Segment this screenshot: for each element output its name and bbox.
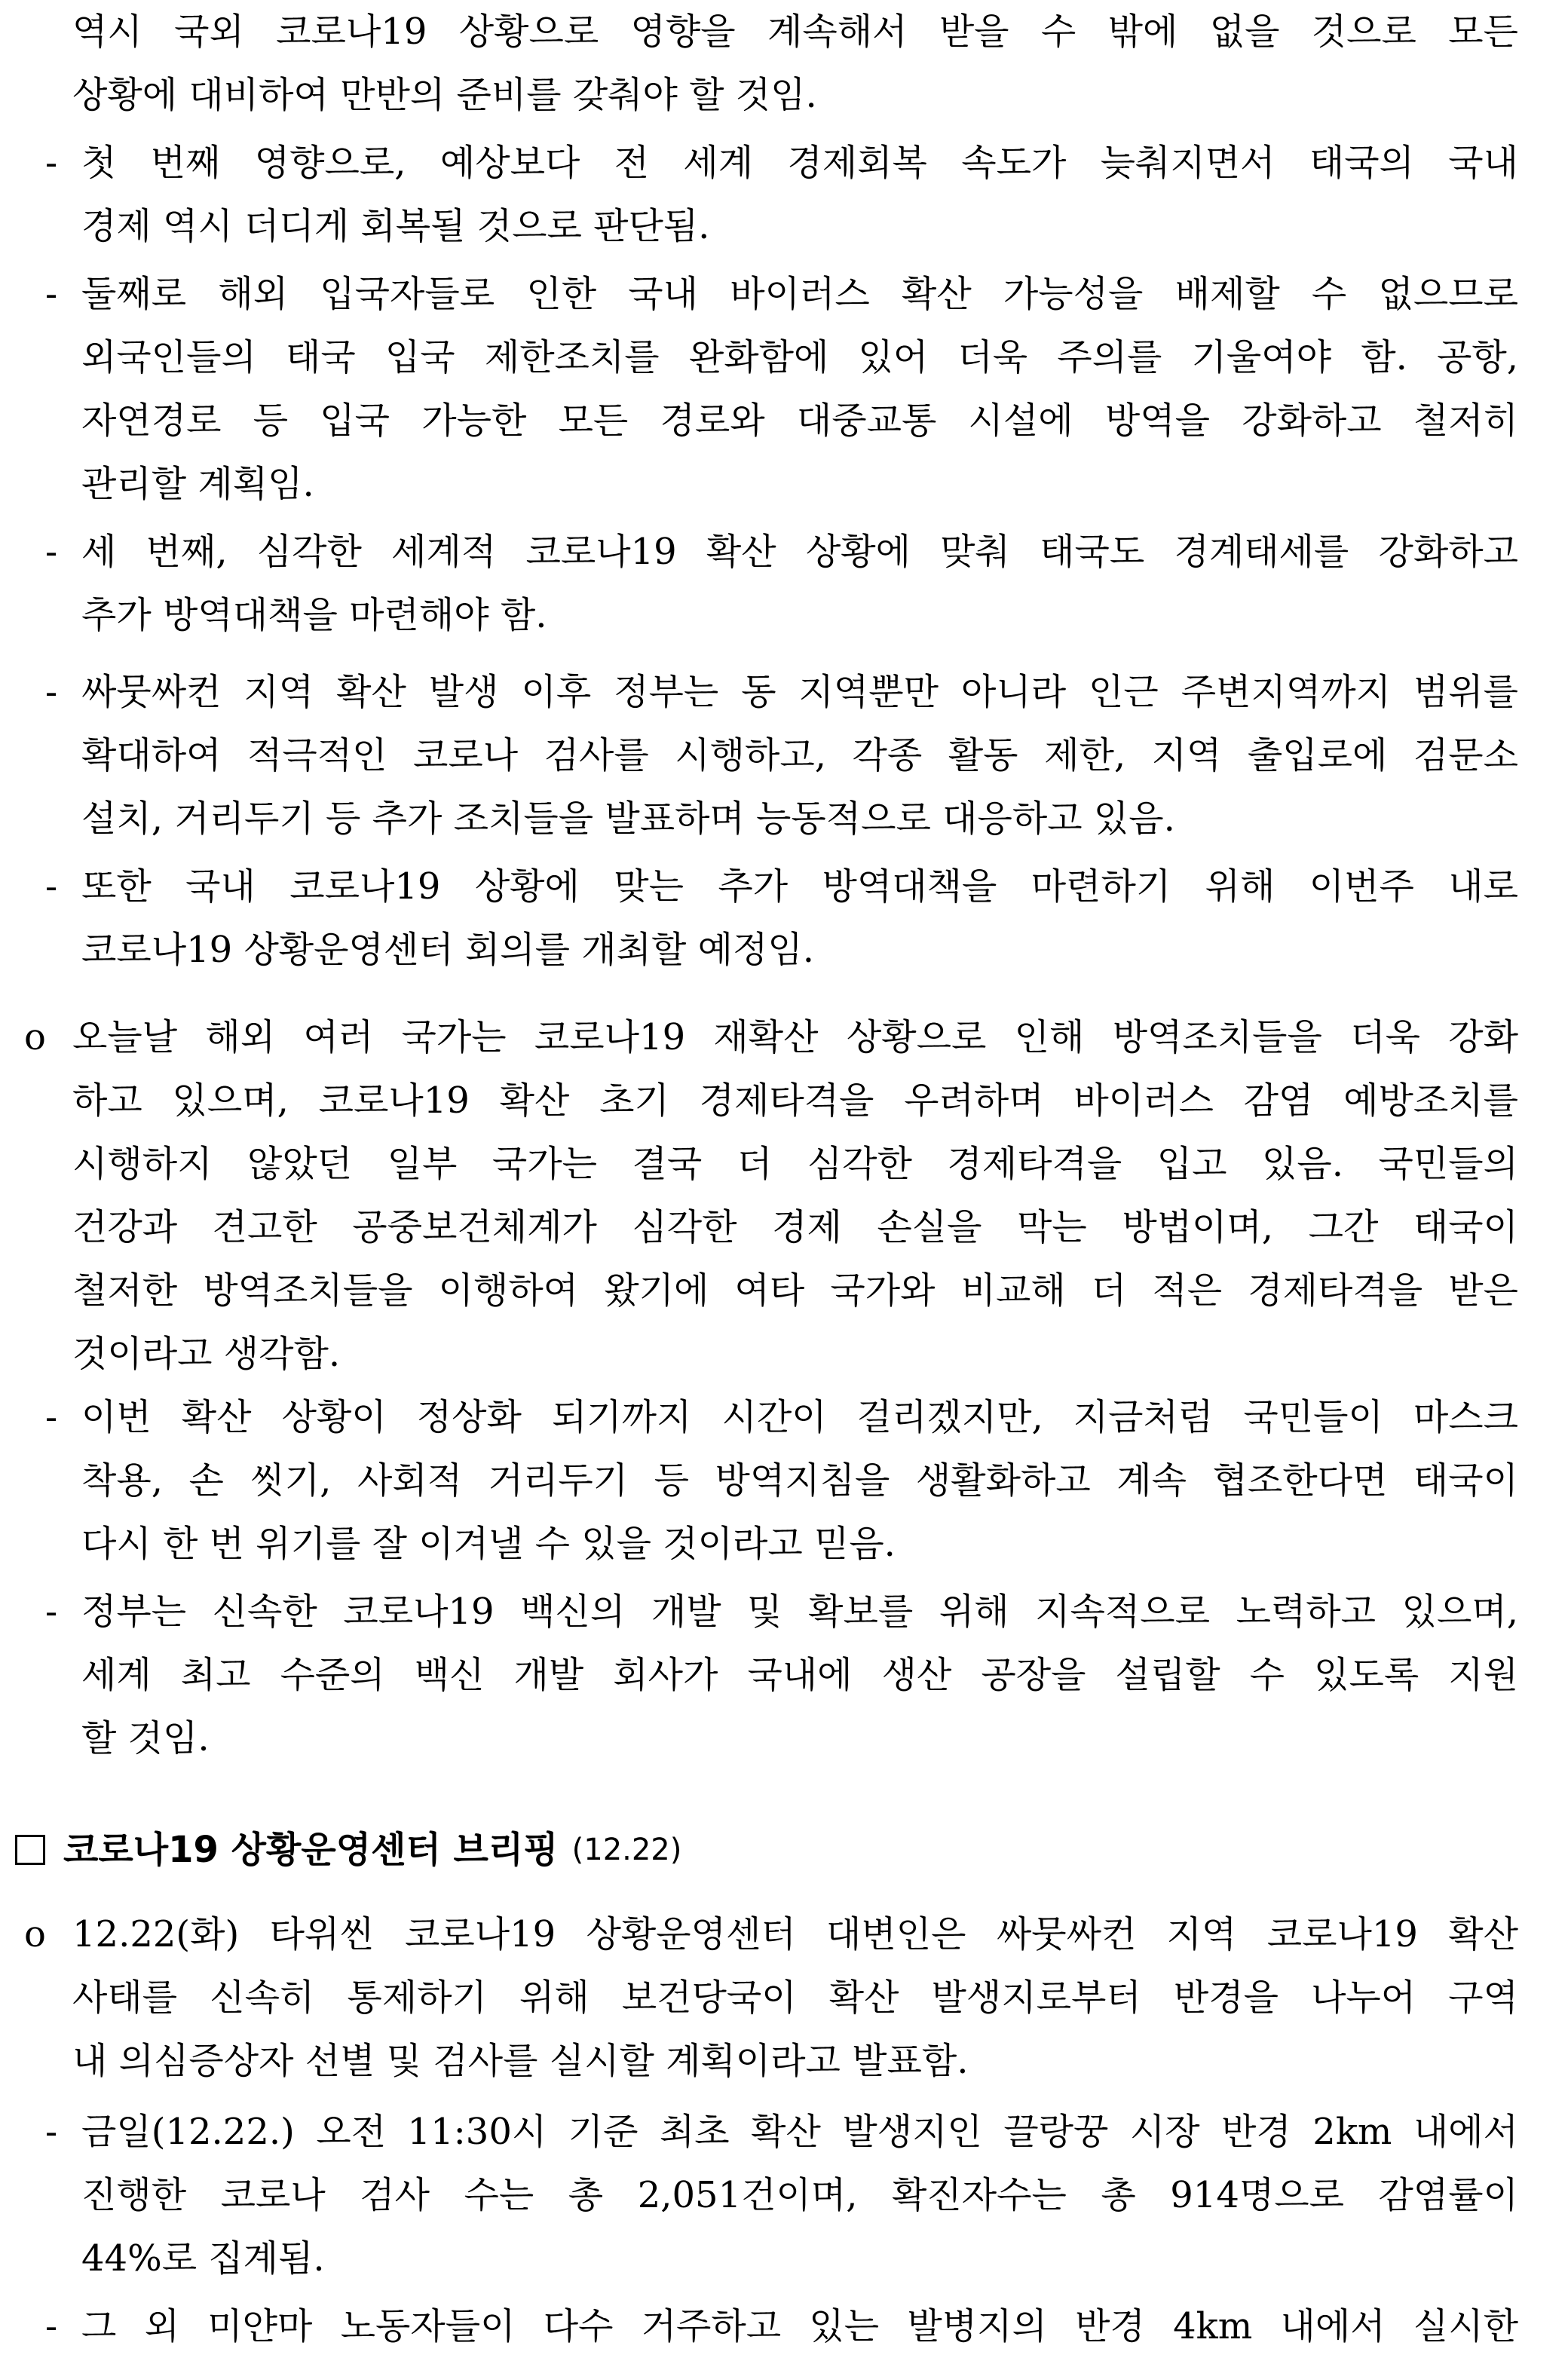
dash-item xyxy=(81,131,1518,258)
text-line: 다시 한 번 위기를 잘 이겨낼 수 있을 것이라고 믿음. xyxy=(81,1523,896,1565)
text-line: 경제 역시 더디게 회복될 것으로 판단됨. xyxy=(81,205,710,247)
dash-bullet: - xyxy=(45,273,58,315)
dash-item xyxy=(81,855,1518,981)
section-heading xyxy=(15,1818,681,1882)
circle-item xyxy=(72,1006,1518,1386)
dash-bullet: - xyxy=(45,2111,58,2153)
dash-bullet: - xyxy=(45,1396,58,1438)
dash-item xyxy=(81,2295,1518,2358)
text-line: 세 번째, 심각한 세계적 코로나19 확산 상황에 맞춰 태국도 경계태세를 강화하고 xyxy=(81,531,1518,573)
text-line: 이번 확산 상황이 정상화 되기까지 시간이 걸리겠지만, 지금처럼 국민들이 마스크 xyxy=(81,1396,1518,1438)
section-heading-text: 코로나19 상황운영센터 브리핑 xyxy=(63,1829,559,1871)
dash-item xyxy=(81,262,1518,516)
text-line: 상황에 대비하여 만반의 준비를 갖춰야 할 것임. xyxy=(72,74,817,116)
text-line: 첫 번째 영향으로, 예상보다 전 세계 경제회복 속도가 늦춰지면서 태국의 국내 xyxy=(81,142,1518,184)
circle-bullet: o xyxy=(24,1016,46,1058)
text-line: 철저한 방역조치들을 이행하여 왔기에 여타 국가와 비교해 더 적은 경제타격을 받은 xyxy=(72,1269,1518,1312)
text-line: 하고 있으며, 코로나19 확산 초기 경제타격을 우려하며 바이러스 감염 예방조치를 xyxy=(72,1079,1518,1122)
text-line: 추가 방역대책을 마련해야 함. xyxy=(81,594,547,636)
section-heading-date: (12.22) xyxy=(571,1833,682,1867)
text-line: 사태를 신속히 통제하기 위해 보건당국이 확산 발생지로부터 반경을 나누어 구역 xyxy=(72,1977,1518,2019)
text-line: 자연경로 등 입국 가능한 모든 경로와 대중교통 시설에 방역을 강화하고 철저히 xyxy=(81,400,1518,442)
dash-bullet: - xyxy=(45,142,58,184)
dash-bullet: - xyxy=(45,1591,58,1633)
dash-item xyxy=(81,2100,1518,2290)
checkbox-square-icon xyxy=(15,1835,45,1865)
text-line: 오늘날 해외 여러 국가는 코로나19 재확산 상황으로 인해 방역조치들을 더욱 강화 xyxy=(72,1016,1518,1058)
text-line: 싸뭇싸컨 지역 확산 발생 이후 정부는 동 지역뿐만 아니라 인근 주변지역까지 범위를 xyxy=(81,671,1518,713)
text-line: 44%로 집계됨. xyxy=(81,2237,325,2280)
text-line: 건강과 견고한 공중보건체계가 심각한 경제 손실을 막는 방법이며, 그간 태국이 xyxy=(72,1206,1518,1248)
text-line: 세계 최고 수준의 백신 개발 회사가 국내에 생산 공장을 설립할 수 있도록 지원 xyxy=(81,1654,1518,1696)
dash-bullet: - xyxy=(45,531,58,573)
paragraph-continuation xyxy=(72,0,1518,127)
dash-item xyxy=(81,660,1518,850)
text-line: 외국인들의 태국 입국 제한조치를 완화함에 있어 더욱 주의를 기울여야 함. 공항, xyxy=(81,336,1518,378)
text-line: 금일(12.22.) 오전 11:30시 기준 최초 확산 발생지인 끌랑꿍 시장 반경 2km 내에서 xyxy=(81,2111,1518,2153)
text-line: 착용, 손 씻기, 사회적 거리두기 등 방역지침을 생활화하고 계속 협조한다면 태국이 xyxy=(81,1459,1518,1502)
dash-item xyxy=(81,1580,1518,1770)
dash-bullet: - xyxy=(45,671,58,713)
text-line: 진행한 코로나 검사 수는 총 2,051건이며, 확진자수는 총 914명으로 감염률이 xyxy=(81,2174,1518,2216)
dash-item xyxy=(81,520,1518,647)
dash-bullet: - xyxy=(45,2305,58,2347)
circle-item xyxy=(72,1903,1518,2093)
circle-bullet: o xyxy=(24,1913,46,1955)
text-line: 코로나19 상황운영센터 회의를 개최할 예정임. xyxy=(81,929,814,971)
text-line: 관리할 계획임. xyxy=(81,463,314,505)
text-line: 할 것임. xyxy=(81,1717,210,1759)
text-line: 둘째로 해외 입국자들로 인한 국내 바이러스 확산 가능성을 배제할 수 없으므로 xyxy=(81,273,1518,315)
text-line: 12.22(화) 타위씬 코로나19 상황운영센터 대변인은 싸뭇싸컨 지역 코로나19 확산 xyxy=(72,1913,1518,1955)
text-line: 시행하지 않았던 일부 국가는 결국 더 심각한 경제타격을 입고 있음. 국민들의 xyxy=(72,1143,1518,1185)
text-line: 것이라고 생각함. xyxy=(72,1333,341,1375)
dash-bullet: - xyxy=(45,865,58,908)
text-line: 정부는 신속한 코로나19 백신의 개발 및 확보를 위해 지속적으로 노력하고 있으며, xyxy=(81,1591,1518,1633)
text-line: 설치, 거리두기 등 추가 조치들을 발표하며 능동적으로 대응하고 있음. xyxy=(81,798,1175,840)
text-line: 그 외 미얀마 노동자들이 다수 거주하고 있는 발병지의 반경 4km 내에서 실시한 xyxy=(81,2305,1518,2347)
text-line: 역시 국외 코로나19 상황으로 영향을 계속해서 받을 수 밖에 없을 것으로 모든 xyxy=(72,11,1518,53)
text-line: 또한 국내 코로나19 상황에 맞는 추가 방역대책을 마련하기 위해 이번주 내로 xyxy=(81,865,1518,908)
text-line: 확대하여 적극적인 코로나 검사를 시행하고, 각종 활동 제한, 지역 출입로에 검문소 xyxy=(81,734,1518,776)
dash-item xyxy=(81,1386,1518,1575)
text-line: 내 의심증상자 선별 및 검사를 실시할 계획이라고 발표함. xyxy=(72,2040,969,2082)
